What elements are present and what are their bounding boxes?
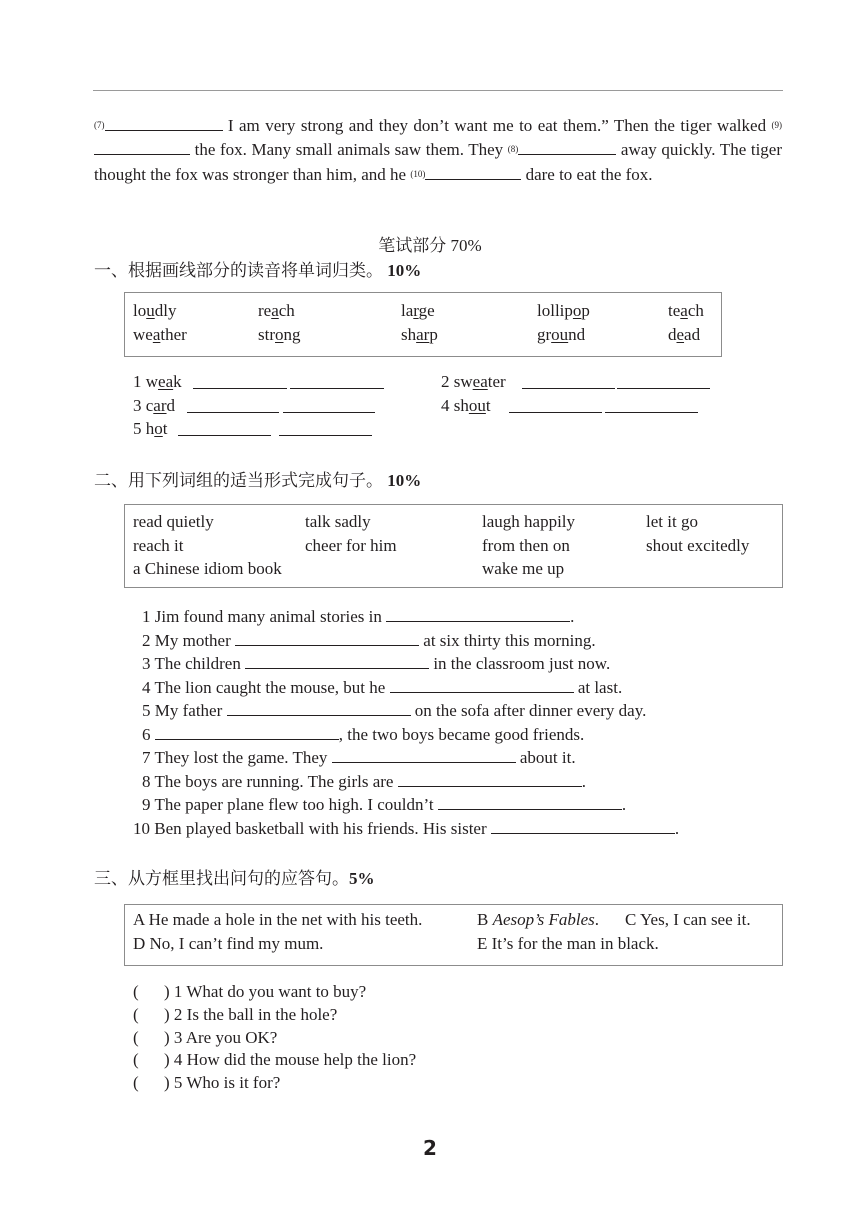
word-part: lollip [537, 301, 573, 320]
box-word [401, 301, 435, 321]
answer-blank[interactable] [491, 818, 675, 834]
passage-paragraph: $^{(7)}$ I am very strong and they don’t want me to eat them.” Then the tiger walked $^{(9)}$ the fox. Many small animals saw them. They $^{(8)}$ away quickly. The tiger thought the fox was stronger than him, and he $^{(10)}$ dare to eat the fox. [94, 116, 782, 184]
sentence [142, 606, 574, 627]
word-part: d [668, 325, 677, 344]
sentence-text: . [581, 771, 586, 791]
word-part: re [258, 301, 272, 320]
sentence [142, 630, 596, 651]
underlined-sound: o [275, 325, 284, 344]
sentence-text: about it. [515, 748, 576, 767]
word-part: gr [537, 325, 552, 344]
underlined-sound: e [676, 325, 685, 344]
item-word: k [173, 372, 182, 391]
answer-blank[interactable] [290, 374, 384, 389]
sentence [133, 818, 679, 839]
underlined-sound: ar [153, 396, 167, 415]
sentence-text: in the classroom just now. [429, 654, 611, 673]
section2-heading: 二、用下列词组的适当形式完成句子。 10% [94, 471, 422, 490]
section1-heading: 一、根据画线部分的读音将单词归类。 10% [94, 261, 422, 280]
option-b: B Aesop’s Fables. [477, 910, 599, 929]
phrase: talk sadly [305, 512, 371, 531]
item-word: 1 w [133, 372, 159, 391]
box-word [401, 325, 438, 345]
answer-blank[interactable] [94, 139, 190, 155]
underlined-sound: ou [551, 325, 569, 344]
answer-blank[interactable] [187, 398, 279, 413]
item-word: 5 h [133, 419, 155, 438]
sentence [142, 747, 576, 768]
answer-paren[interactable]: ( [133, 1073, 139, 1093]
sentence-text: 9 The paper plane flew too high. I couldn’t [142, 795, 438, 814]
sentence-text: at last. [573, 677, 623, 697]
box-word [258, 325, 301, 345]
answer-blank[interactable] [509, 398, 602, 413]
item-word: t [162, 419, 168, 438]
sentence-text: , the two boys became good friends. [338, 724, 585, 744]
sentence-text: 4 The lion caught the mouse, but he [142, 677, 390, 697]
box-word [537, 301, 590, 321]
word-part: p [429, 325, 438, 344]
item-word: ter [487, 372, 506, 391]
underlined-sound: o [154, 419, 163, 438]
classification-item [133, 372, 182, 392]
item-word: t [485, 396, 491, 415]
answer-blank[interactable] [245, 653, 429, 669]
blank-number: (7) [94, 120, 105, 130]
phrase: a Chinese idiom book [133, 559, 282, 578]
word-part: ge [418, 301, 435, 320]
classification-item [441, 372, 506, 392]
underlined-sound: a [271, 301, 279, 320]
box-word [258, 301, 295, 321]
sentence-text: 3 The children [142, 654, 246, 673]
box-word [668, 325, 700, 345]
sentence [142, 794, 626, 815]
word-part: sh [401, 325, 417, 344]
answer-blank[interactable] [235, 630, 419, 646]
answer-blank[interactable] [155, 724, 339, 740]
word-part: ch [687, 301, 704, 320]
answer-blank[interactable] [398, 771, 582, 787]
box-word [133, 325, 187, 345]
question: ) 4 How did the mouse help the lion? [164, 1050, 417, 1070]
question: ) 1 What do you want to buy? [164, 982, 367, 1001]
phrase: let it go [646, 512, 698, 531]
blank-number: (8) [507, 144, 519, 155]
sentence [142, 677, 622, 698]
page-number: 2 [423, 1136, 437, 1160]
sentence-text: 5 My father [142, 701, 227, 720]
phrase: laugh happily [482, 512, 576, 531]
option-d: D No, I can’t find my mum. [133, 934, 324, 953]
answer-blank[interactable] [386, 606, 570, 622]
answer-blank[interactable] [332, 747, 516, 763]
word-part: ad [684, 325, 701, 344]
sentence-text: at six thirty this morning. [419, 630, 596, 650]
item-word: 3 c [133, 396, 154, 415]
answer-paren[interactable]: ( [133, 1027, 139, 1047]
box-word [133, 301, 176, 321]
underlined-sound: a [680, 301, 688, 320]
sentence-text: . [570, 607, 575, 626]
answer-blank[interactable] [522, 374, 615, 389]
classification-item [133, 419, 167, 439]
word-part: dly [154, 301, 177, 320]
answer-blank[interactable] [178, 421, 271, 436]
item-word: 2 sw [441, 372, 473, 391]
word-part: str [258, 325, 275, 344]
option-e: E It’s for the man in black. [477, 934, 659, 953]
answer-paren[interactable]: ( [133, 982, 139, 1001]
phrase: read quietly [133, 512, 214, 531]
item-word: d [166, 396, 176, 415]
blank-number: (9) [771, 120, 782, 130]
item-word: 4 sh [441, 396, 469, 415]
underlined-sound: ou [468, 396, 486, 415]
classification-item [441, 396, 491, 416]
word-part: lo [133, 301, 147, 320]
section3-heading: 三、从方框里找出问句的应答句。5% [94, 869, 375, 888]
written-section-title: 笔试部分 70% [378, 236, 482, 255]
sentence [142, 700, 646, 721]
underlined-sound: r [413, 301, 419, 320]
word-part: nd [568, 325, 586, 344]
underlined-sound: ea [472, 372, 488, 391]
header-rule [93, 90, 783, 91]
word-part: p [581, 301, 590, 320]
underlined-sound: ea [158, 372, 174, 391]
box-word [537, 325, 585, 345]
answer-paren[interactable]: ( [133, 1050, 139, 1070]
option-a: A He made a hole in the net with his teeth. [133, 910, 423, 929]
answer-blank[interactable] [283, 398, 375, 413]
phrase: shout excitedly [646, 536, 750, 555]
underlined-sound: a [152, 325, 161, 344]
sentence-text: . [674, 818, 680, 838]
sentence-text: on the sofa after dinner every day. [410, 701, 647, 720]
sentence-text: 2 My mother [142, 630, 236, 650]
phrase: reach it [133, 536, 184, 555]
word-part: ch [278, 301, 295, 320]
word-part: ng [283, 325, 301, 344]
underlined-sound: u [146, 301, 155, 320]
answer-blank[interactable] [425, 164, 521, 180]
phrase: wake me up [482, 559, 565, 578]
sentence [142, 653, 610, 674]
underlined-sound: ar [416, 325, 430, 344]
sentence-text: 7 They lost the game. They [142, 748, 332, 767]
option-c: C Yes, I can see it. [625, 910, 751, 929]
answer-blank[interactable] [227, 700, 411, 716]
phrase: from then on [482, 536, 570, 555]
sentence-text: 6 [142, 724, 155, 744]
box-word [668, 301, 704, 321]
word-part: ther [160, 325, 187, 344]
word-part: we [133, 325, 153, 344]
sentence-text: . [621, 795, 627, 814]
blank-number: (10) [410, 168, 426, 179]
question: ) 3 Are you OK? [164, 1027, 278, 1047]
sentence [142, 771, 586, 792]
answer-blank[interactable] [279, 421, 372, 436]
answer-blank[interactable] [605, 398, 698, 413]
underlined-sound: o [572, 301, 582, 320]
sentence [142, 724, 584, 745]
word-part: te [668, 301, 681, 320]
answer-blank[interactable] [193, 374, 287, 389]
answer-paren[interactable]: ( [133, 1004, 139, 1024]
classification-item [133, 396, 175, 416]
sentence-text: 10 Ben played basketball with his friends. His sister [133, 818, 491, 838]
answer-blank[interactable] [518, 139, 616, 155]
question: ) 5 Who is it for? [164, 1073, 281, 1093]
sentence-text: 8 The boys are running. The girls are [142, 771, 398, 791]
phrase: cheer for him [305, 536, 397, 555]
sentence-text: 1 Jim found many animal stories in [142, 607, 387, 626]
word-part: la [401, 301, 414, 320]
answer-blank[interactable] [617, 374, 710, 389]
answer-blank[interactable] [438, 794, 622, 810]
answer-blank[interactable] [105, 115, 223, 131]
question: ) 2 Is the ball in the hole? [164, 1004, 338, 1024]
answer-blank[interactable] [390, 677, 574, 693]
